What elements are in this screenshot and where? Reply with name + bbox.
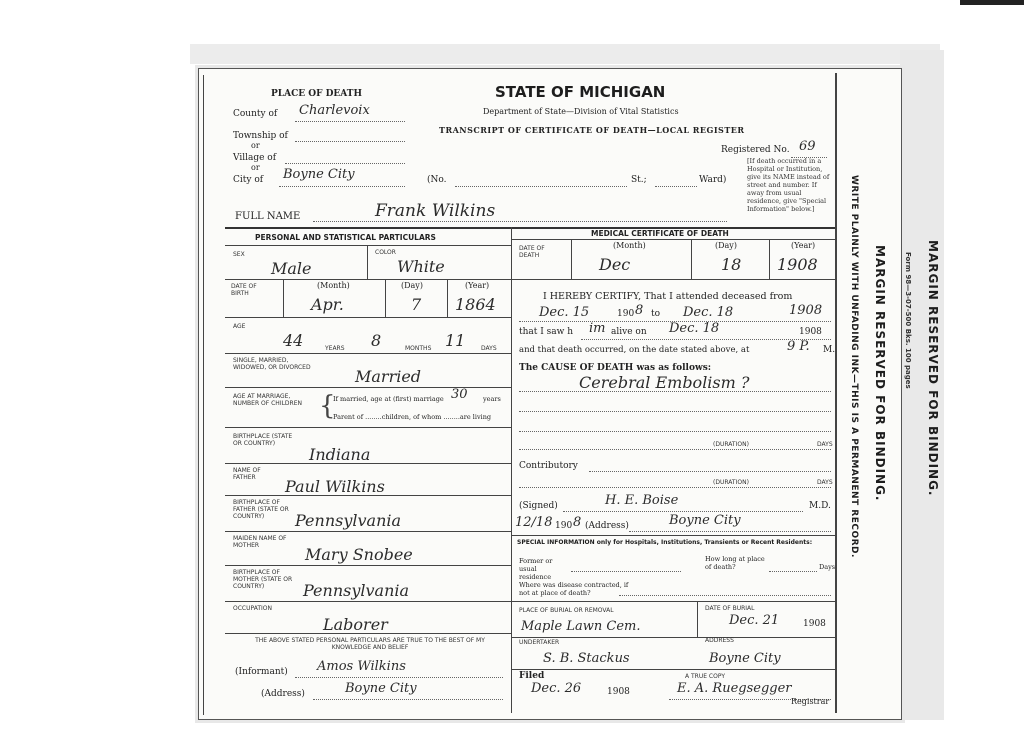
- mother-bp-row-line: [225, 601, 511, 602]
- occupation-row-line: [225, 633, 511, 634]
- alive-year: 1908: [799, 327, 822, 337]
- to-word: to: [651, 309, 661, 319]
- signed-line: [563, 511, 803, 512]
- dob-month-value: Apr.: [311, 295, 344, 314]
- father-row-line: [225, 495, 511, 496]
- registered-label: Registered No.: [721, 145, 790, 155]
- true-statement: THE ABOVE STATED PERSONAL PARTICULARS ARE TRUE TO THE BEST OF MY KNOWLEDGE AND BELIEF: [255, 637, 485, 651]
- mother-row-line: [225, 565, 511, 566]
- signed-label: (Signed): [519, 501, 558, 511]
- occupation-value: Laborer: [323, 615, 388, 634]
- right-border: [835, 73, 837, 713]
- ink-warning: WRITE PLAINLY WITH UNFADING INK—THIS IS A PERMANENT RECORD.: [849, 175, 859, 558]
- filed-value: Dec. 26: [531, 681, 582, 696]
- dob-div-1: [283, 279, 284, 317]
- state-title: STATE OF MICHIGAN: [495, 83, 666, 101]
- personal-heading: PERSONAL AND STATISTICAL PARTICULARS: [255, 233, 436, 242]
- days-2: DAYS: [817, 479, 833, 486]
- dod-month-header: (Month): [613, 241, 646, 250]
- marriage-years-word: years: [483, 395, 501, 403]
- alive-date: Dec. 18: [669, 321, 720, 336]
- special-row-line: [511, 601, 835, 602]
- village-line: [285, 163, 405, 164]
- contracted-line: [619, 595, 831, 596]
- duration-2: (DURATION): [713, 479, 749, 486]
- father-birthplace-value: Pennsylvania: [295, 511, 402, 530]
- full-name-label: FULL NAME: [235, 211, 301, 222]
- or-1: or: [251, 141, 260, 150]
- ward-label: Ward): [699, 175, 727, 185]
- no-label: (No.: [427, 175, 447, 185]
- place-of-death-label: PLACE OF DEATH: [271, 89, 362, 99]
- dod-div-3: [769, 239, 770, 279]
- city-label: City of: [233, 175, 264, 185]
- registrar-value: E. A. Ruegsegger: [677, 681, 792, 696]
- personal-heading-line: [225, 245, 511, 246]
- age-months-value: 8: [371, 331, 382, 350]
- burial-row-line: [511, 637, 835, 638]
- how-long-label: How long at place of death?: [705, 555, 765, 571]
- true-copy-label: A TRUE COPY: [685, 673, 725, 680]
- dod-div-2: [691, 239, 692, 279]
- dod-day-value: 18: [721, 255, 742, 274]
- contracted-label: Where was disease contracted, if not at place of death?: [519, 581, 629, 597]
- color-value: White: [397, 257, 445, 276]
- county-value: Charlevoix: [299, 103, 370, 118]
- dod-year-value: 1908: [777, 255, 818, 274]
- signed-value: H. E. Boise: [605, 493, 679, 508]
- how-long-line: [769, 571, 817, 572]
- age-label: AGE: [233, 323, 246, 330]
- dob-row-line: [225, 317, 511, 318]
- scan-shadow-top: [190, 44, 940, 64]
- alive-on: alive on: [611, 327, 647, 337]
- street-line: [455, 186, 627, 187]
- marriage-age-value: 30: [451, 387, 468, 402]
- birthplace-label: BIRTHPLACE (STATE OR COUNTRY): [233, 433, 293, 447]
- from-year: 8: [635, 303, 644, 318]
- saw-prefix: that I saw h: [519, 327, 574, 337]
- father-bp-row-line: [225, 531, 511, 532]
- burial-divider: [697, 601, 698, 637]
- marriage-label: AGE AT MARRIAGE, NUMBER OF CHILDREN: [233, 393, 303, 407]
- registrar-label: Registrar: [791, 697, 830, 706]
- days-1: DAYS: [817, 441, 833, 448]
- marriage-line-1: If married, age at (first) marriage: [333, 395, 444, 403]
- age-years-value: 44: [283, 331, 304, 350]
- dod-year-header: (Year): [791, 241, 816, 250]
- undertaker-address-value: Boyne City: [709, 651, 781, 666]
- burial-date-value: Dec. 21: [729, 613, 780, 628]
- occurred-line: and that death occurred, on the date stated above, at: [519, 345, 750, 355]
- form-number: Form 98—3-07-500 Bks. 100 pages: [904, 252, 912, 389]
- dob-year-value: 1864: [455, 295, 496, 314]
- sex-label: SEX: [233, 251, 245, 258]
- father-label: NAME OF FATHER: [233, 467, 261, 481]
- burial-date-label: DATE OF BURIAL: [705, 605, 755, 612]
- address-value: Boyne City: [345, 681, 417, 696]
- ward-line: [655, 186, 697, 187]
- cause-value: Cerebral Embolism ?: [579, 373, 750, 392]
- m-word: M.: [823, 345, 836, 355]
- county-line: [295, 121, 405, 122]
- birthplace-row-line: [225, 463, 511, 464]
- mother-value: Mary Snobee: [305, 545, 413, 564]
- dob-day-value: 7: [411, 295, 422, 314]
- registered-value: 69: [799, 139, 816, 154]
- scan-corner-bar: [960, 0, 1024, 5]
- days-3: Days: [819, 563, 836, 571]
- cause-line-4: [519, 449, 831, 450]
- father-birthplace-label: BIRTHPLACE OF FATHER (STATE OR COUNTRY): [233, 499, 289, 520]
- medical-heading: MEDICAL CERTIFICATE OF DEATH: [591, 229, 729, 238]
- dod-day-header: (Day): [715, 241, 737, 250]
- or-2: or: [251, 163, 260, 172]
- burial-label: PLACE OF BURIAL OR REMOVAL: [519, 607, 614, 614]
- undertaker-row-line: [511, 669, 835, 670]
- sex-row-line: [225, 279, 511, 280]
- mother-birthplace-label: BIRTHPLACE OF MOTHER (STATE OR COUNTRY): [233, 569, 293, 590]
- county-label: County of: [233, 109, 278, 119]
- cause-line-2: [519, 411, 831, 412]
- birthplace-value: Indiana: [309, 445, 371, 464]
- st-label: St.;: [631, 175, 647, 185]
- marital-label: SINGLE, MARRIED, WIDOWED, OR DIVORCED: [233, 357, 311, 371]
- dob-day-header: (Day): [401, 281, 423, 290]
- city-line: [279, 186, 405, 187]
- dod-month-value: Dec: [599, 255, 631, 274]
- city-value: Boyne City: [283, 167, 355, 182]
- from-year-prefix: 190: [617, 309, 635, 319]
- sex-value: Male: [271, 259, 312, 278]
- sig-address-line: [629, 531, 831, 532]
- to-date: Dec. 18: [683, 305, 734, 320]
- father-value: Paul Wilkins: [285, 477, 385, 496]
- burial-value: Maple Lawn Cem.: [521, 619, 641, 634]
- contributory-line-1: [589, 471, 831, 472]
- dob-label: DATE OF BIRTH: [231, 283, 257, 297]
- full-name-value: Frank Wilkins: [375, 201, 496, 221]
- color-label: COLOR: [375, 249, 396, 256]
- informant-value: Amos Wilkins: [317, 659, 406, 674]
- occupation-label: OCCUPATION: [233, 605, 273, 612]
- undertaker-value: S. B. Stackus: [543, 651, 630, 666]
- dob-month-header: (Month): [317, 281, 350, 290]
- saw-value: im: [589, 321, 606, 336]
- death-certificate: [198, 68, 902, 720]
- address-line: [313, 699, 503, 700]
- dod-label: DATE OF DEATH: [519, 245, 545, 259]
- column-divider: [511, 227, 512, 713]
- contributory-label: Contributory: [519, 461, 578, 471]
- township-line: [295, 141, 405, 142]
- age-months-word: MONTHS: [405, 345, 432, 352]
- undertaker-label: UNDERTAKER: [519, 639, 560, 646]
- village-label: Village of: [233, 153, 277, 163]
- mother-label: MAIDEN NAME OF MOTHER: [233, 535, 287, 549]
- special-info: SPECIAL INFORMATION only for Hospitals, Institutions, Transients or Recent Residents:: [517, 539, 813, 546]
- margin-reserved-1: MARGIN RESERVED FOR BINDING.: [873, 245, 887, 502]
- filed-label: Filed: [519, 671, 545, 681]
- cause-line-1: [519, 391, 831, 392]
- sig-year: 8: [573, 515, 582, 530]
- department-line: Department of State—Division of Vital Statistics: [483, 107, 679, 116]
- dob-div-2: [385, 279, 386, 317]
- left-edge: [203, 75, 204, 715]
- sig-address-label: (Address): [585, 521, 629, 531]
- medical-heading-line: [511, 239, 835, 240]
- duration-1: (DURATION): [713, 441, 749, 448]
- dob-div-3: [447, 279, 448, 317]
- hospital-note: [If death occurred in a Hospital or Institution, give its NAME instead of street and number. If away from usual residence, give "Special Information" below.]: [747, 157, 830, 213]
- age-row-line: [225, 353, 511, 354]
- age-years-word: YEARS: [325, 345, 345, 352]
- certify-line: I HEREBY CERTIFY, That I attended deceased from: [543, 291, 793, 302]
- sig-date: 12/18: [515, 515, 553, 530]
- sig-address-value: Boyne City: [669, 513, 741, 528]
- table-top-line: [225, 227, 835, 229]
- marital-row-line: [225, 387, 511, 388]
- informant-label: (Informant): [235, 667, 288, 677]
- marriage-brace: {: [319, 391, 336, 421]
- contributory-line-2: [519, 487, 831, 488]
- burial-year: 1908: [803, 619, 826, 629]
- township-label: Township of: [233, 131, 288, 141]
- age-days-value: 11: [445, 331, 466, 350]
- marital-value: Married: [355, 367, 422, 386]
- to-year: 1908: [789, 303, 823, 318]
- marriage-line-2: Parent of ........children, of whom ........are living: [333, 413, 492, 421]
- margin-reserved-2: MARGIN RESERVED FOR BINDING.: [926, 240, 940, 497]
- full-name-line: [313, 221, 727, 222]
- informant-line: [295, 677, 503, 678]
- sex-color-divider: [367, 245, 368, 279]
- from-date: Dec. 15: [539, 305, 590, 320]
- filed-year: 1908: [607, 687, 630, 697]
- sig-year-prefix: 190: [555, 521, 573, 531]
- address-label: (Address): [261, 689, 305, 699]
- dod-div-1: [571, 239, 572, 279]
- undertaker-address-label: ADDRESS: [705, 637, 734, 644]
- dob-year-header: (Year): [465, 281, 490, 290]
- mother-birthplace-value: Pennsylvania: [303, 581, 410, 600]
- dod-row-line: [511, 279, 835, 280]
- cause-line-3: [519, 431, 831, 432]
- former-line: [571, 571, 681, 572]
- time-value: 9 P.: [787, 339, 810, 354]
- cause-label: The CAUSE OF DEATH was as follows:: [519, 363, 712, 373]
- former-label: Former or usual residence: [519, 557, 553, 581]
- marriage-row-line: [225, 427, 511, 428]
- age-days-word: DAYS: [481, 345, 497, 352]
- md-label: M.D.: [809, 501, 831, 511]
- sig-row-line: [511, 535, 835, 536]
- transcript-line: TRANSCRIPT OF CERTIFICATE OF DEATH—LOCAL REGISTER: [439, 125, 745, 135]
